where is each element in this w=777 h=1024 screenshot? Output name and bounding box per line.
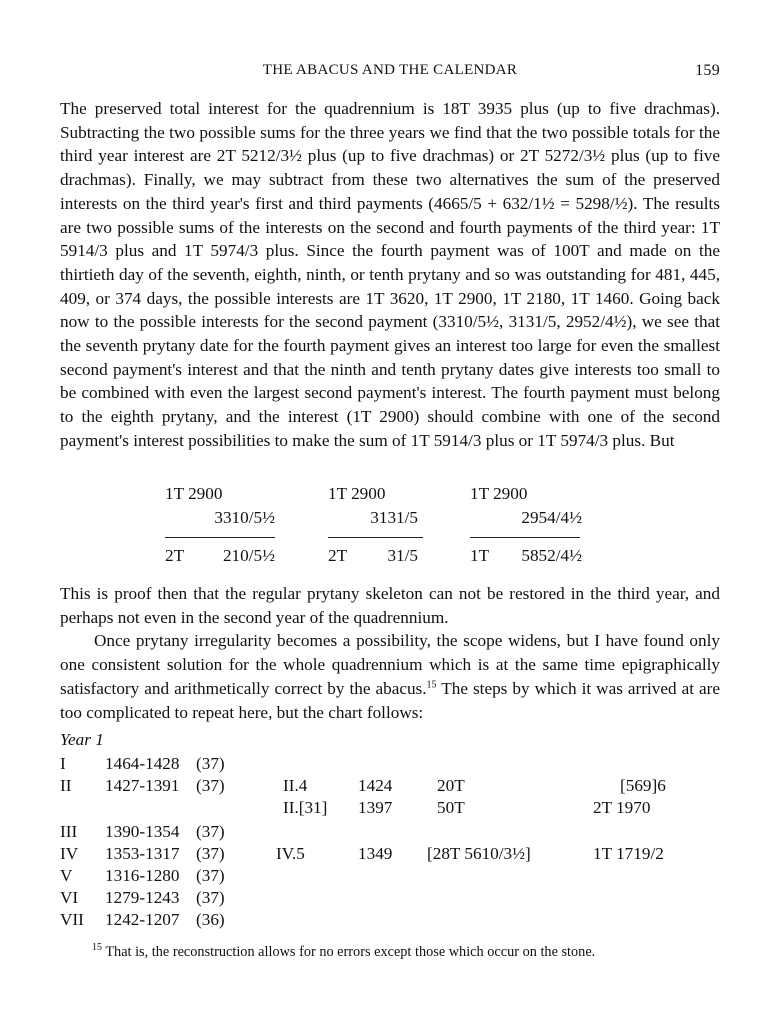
paragraph-3-text: Once prytany irregularity becomes a possibility, the scope widens, but I have found only one consistent solution for the whole quadrennium which is at the same time epigraphically satisfactory and arithmetically correct by the abacus.: [60, 631, 720, 698]
payment-date: IV.5: [276, 844, 305, 863]
paragraph-3-end: The steps by which it was arrived at are too complicated to repeat here, but the chart follows:: [60, 678, 721, 722]
chapter-title: THE ABACUS AND THE CALENDAR: [262, 62, 518, 78]
footnote-text: That is, the reconstruction allows for no errors except those which occur on the stone.: [102, 944, 596, 960]
prytany-range: 1316-1280: [105, 866, 180, 885]
prytany-number: VII: [60, 910, 84, 929]
prytany-range: 1464-1428: [105, 754, 180, 773]
calc-2-second: 3131/5: [370, 508, 418, 527]
year-label: Year 1: [60, 730, 104, 749]
prytany-number: VI: [60, 888, 79, 907]
prytany-days: (37): [196, 776, 225, 795]
prytany-row: [60, 844, 720, 866]
prytany-range: 1242-1207: [105, 910, 180, 929]
paragraph-3: [60, 629, 720, 724]
body-text-lower: [60, 582, 720, 724]
payment-interest: 2T 1970: [593, 798, 651, 817]
calc-2-rule: [328, 537, 423, 538]
calc-1-result-t: 2T: [165, 546, 185, 565]
prytany-range: 1390-1354: [105, 822, 180, 841]
prytany-days: (37): [196, 844, 225, 863]
payment-day: 1424: [358, 776, 393, 795]
prytany-days: (37): [196, 822, 225, 841]
payment-row: [60, 798, 720, 820]
payment-date: II.4: [283, 776, 308, 795]
calc-2-result-t: 2T: [328, 546, 348, 565]
calc-1-result-v: 210/5½: [222, 546, 275, 565]
prytany-range: 1279-1243: [105, 888, 180, 907]
payment-date: II.[31]: [283, 798, 328, 817]
paragraph-1: The preserved total interest for the quadrennium is 18T 3935 plus (up to five drachmas). Subtracting the two possible sums for the three years we find that the two possible totals for the third year interest are 2T 5212/3½ plus (up to five drachmas) or 2T 5272/3½ plus (up to five drachmas). Finally, we may subtract from these two alternatives the sum of the preserved interests on the third year's first and third payments (4665/5 + 632/1½ = 5298/½). The results are two possible sums of the interests on the second and fourth payments of the third year: 1T 5914/3 plus and 1T 5974/3 plus. Since the fourth payment was of 100T and made on the thirtieth day of the seventh, eighth, ninth, or tenth prytany and so was outstanding for 481, 445, 409, or 374 days, the possible interests are 1T 3620, 1T 2900, 1T 2180, 1T 1460. Going back now to the possible interests for the second payment (3310/5½, 3131/5, 2952/4½), we see that the seventh prytany date for the fourth payment gives an interest too large for even the smallest second payment's interest and that the ninth and tenth prytany dates give interests too small to be combined with even the largest second payment's interest. The fourth payment must belong to the eighth prytany, and the interest (1T 2900) should combine with one of the second payment's interest possibilities to make the sum of 1T 5914/3 plus or 1T 5974/3 plus. But: [60, 99, 720, 450]
calc-2-result-v: 31/5: [387, 546, 418, 565]
prytany-number: III: [60, 822, 78, 841]
prytany-days: (37): [196, 888, 225, 907]
prytany-number: IV: [60, 844, 79, 863]
prytany-row: [60, 754, 720, 776]
prytany-row: [60, 888, 720, 910]
payment-principal: 20T: [437, 776, 465, 795]
calc-3-top: 1T 2900: [470, 484, 528, 503]
footnote-mark: 15: [92, 942, 102, 954]
prytany-range: 1427-1391: [105, 776, 180, 795]
calc-1-rule: [165, 537, 275, 538]
calc-3-result-t: 1T: [470, 546, 490, 565]
prytany-row: [60, 776, 720, 798]
prytany-days: (36): [196, 910, 225, 929]
payment-principal: 50T: [437, 798, 465, 817]
prytany-days: (37): [196, 754, 225, 773]
calc-3-second: 2954/4½: [521, 508, 582, 527]
prytany-number: V: [60, 866, 73, 885]
payment-principal: [28T 5610/3½]: [427, 844, 531, 863]
calc-2-top: 1T 2900: [328, 484, 386, 503]
prytany-row: [60, 822, 720, 844]
footnote: [60, 943, 720, 961]
prytany-days: (37): [196, 866, 225, 885]
calc-1-top: 1T 2900: [165, 484, 223, 503]
prytany-number: I: [60, 754, 66, 773]
prytany-range: 1353-1317: [105, 844, 180, 863]
running-head: [60, 62, 720, 82]
calc-3-rule: [470, 537, 580, 538]
payment-day: 1397: [358, 798, 393, 817]
payment-day: 1349: [358, 844, 393, 863]
page-number: 159: [695, 62, 720, 79]
paragraph-2: This is proof then that the regular prytany skeleton can not be restored in the third year, and perhaps not even in the second year of the quadrennium.: [60, 584, 720, 627]
footnote-reference: 15: [426, 679, 437, 691]
calc-3-result-v: 5852/4½: [521, 546, 582, 565]
payment-interest: [569]6: [620, 776, 666, 795]
calc-1-second: 3310/5½: [214, 508, 275, 527]
body-text: [60, 97, 720, 453]
payment-interest: 1T 1719/2: [593, 844, 664, 863]
prytany-number: II: [60, 776, 72, 795]
prytany-row: [60, 866, 720, 888]
prytany-row: [60, 910, 720, 932]
